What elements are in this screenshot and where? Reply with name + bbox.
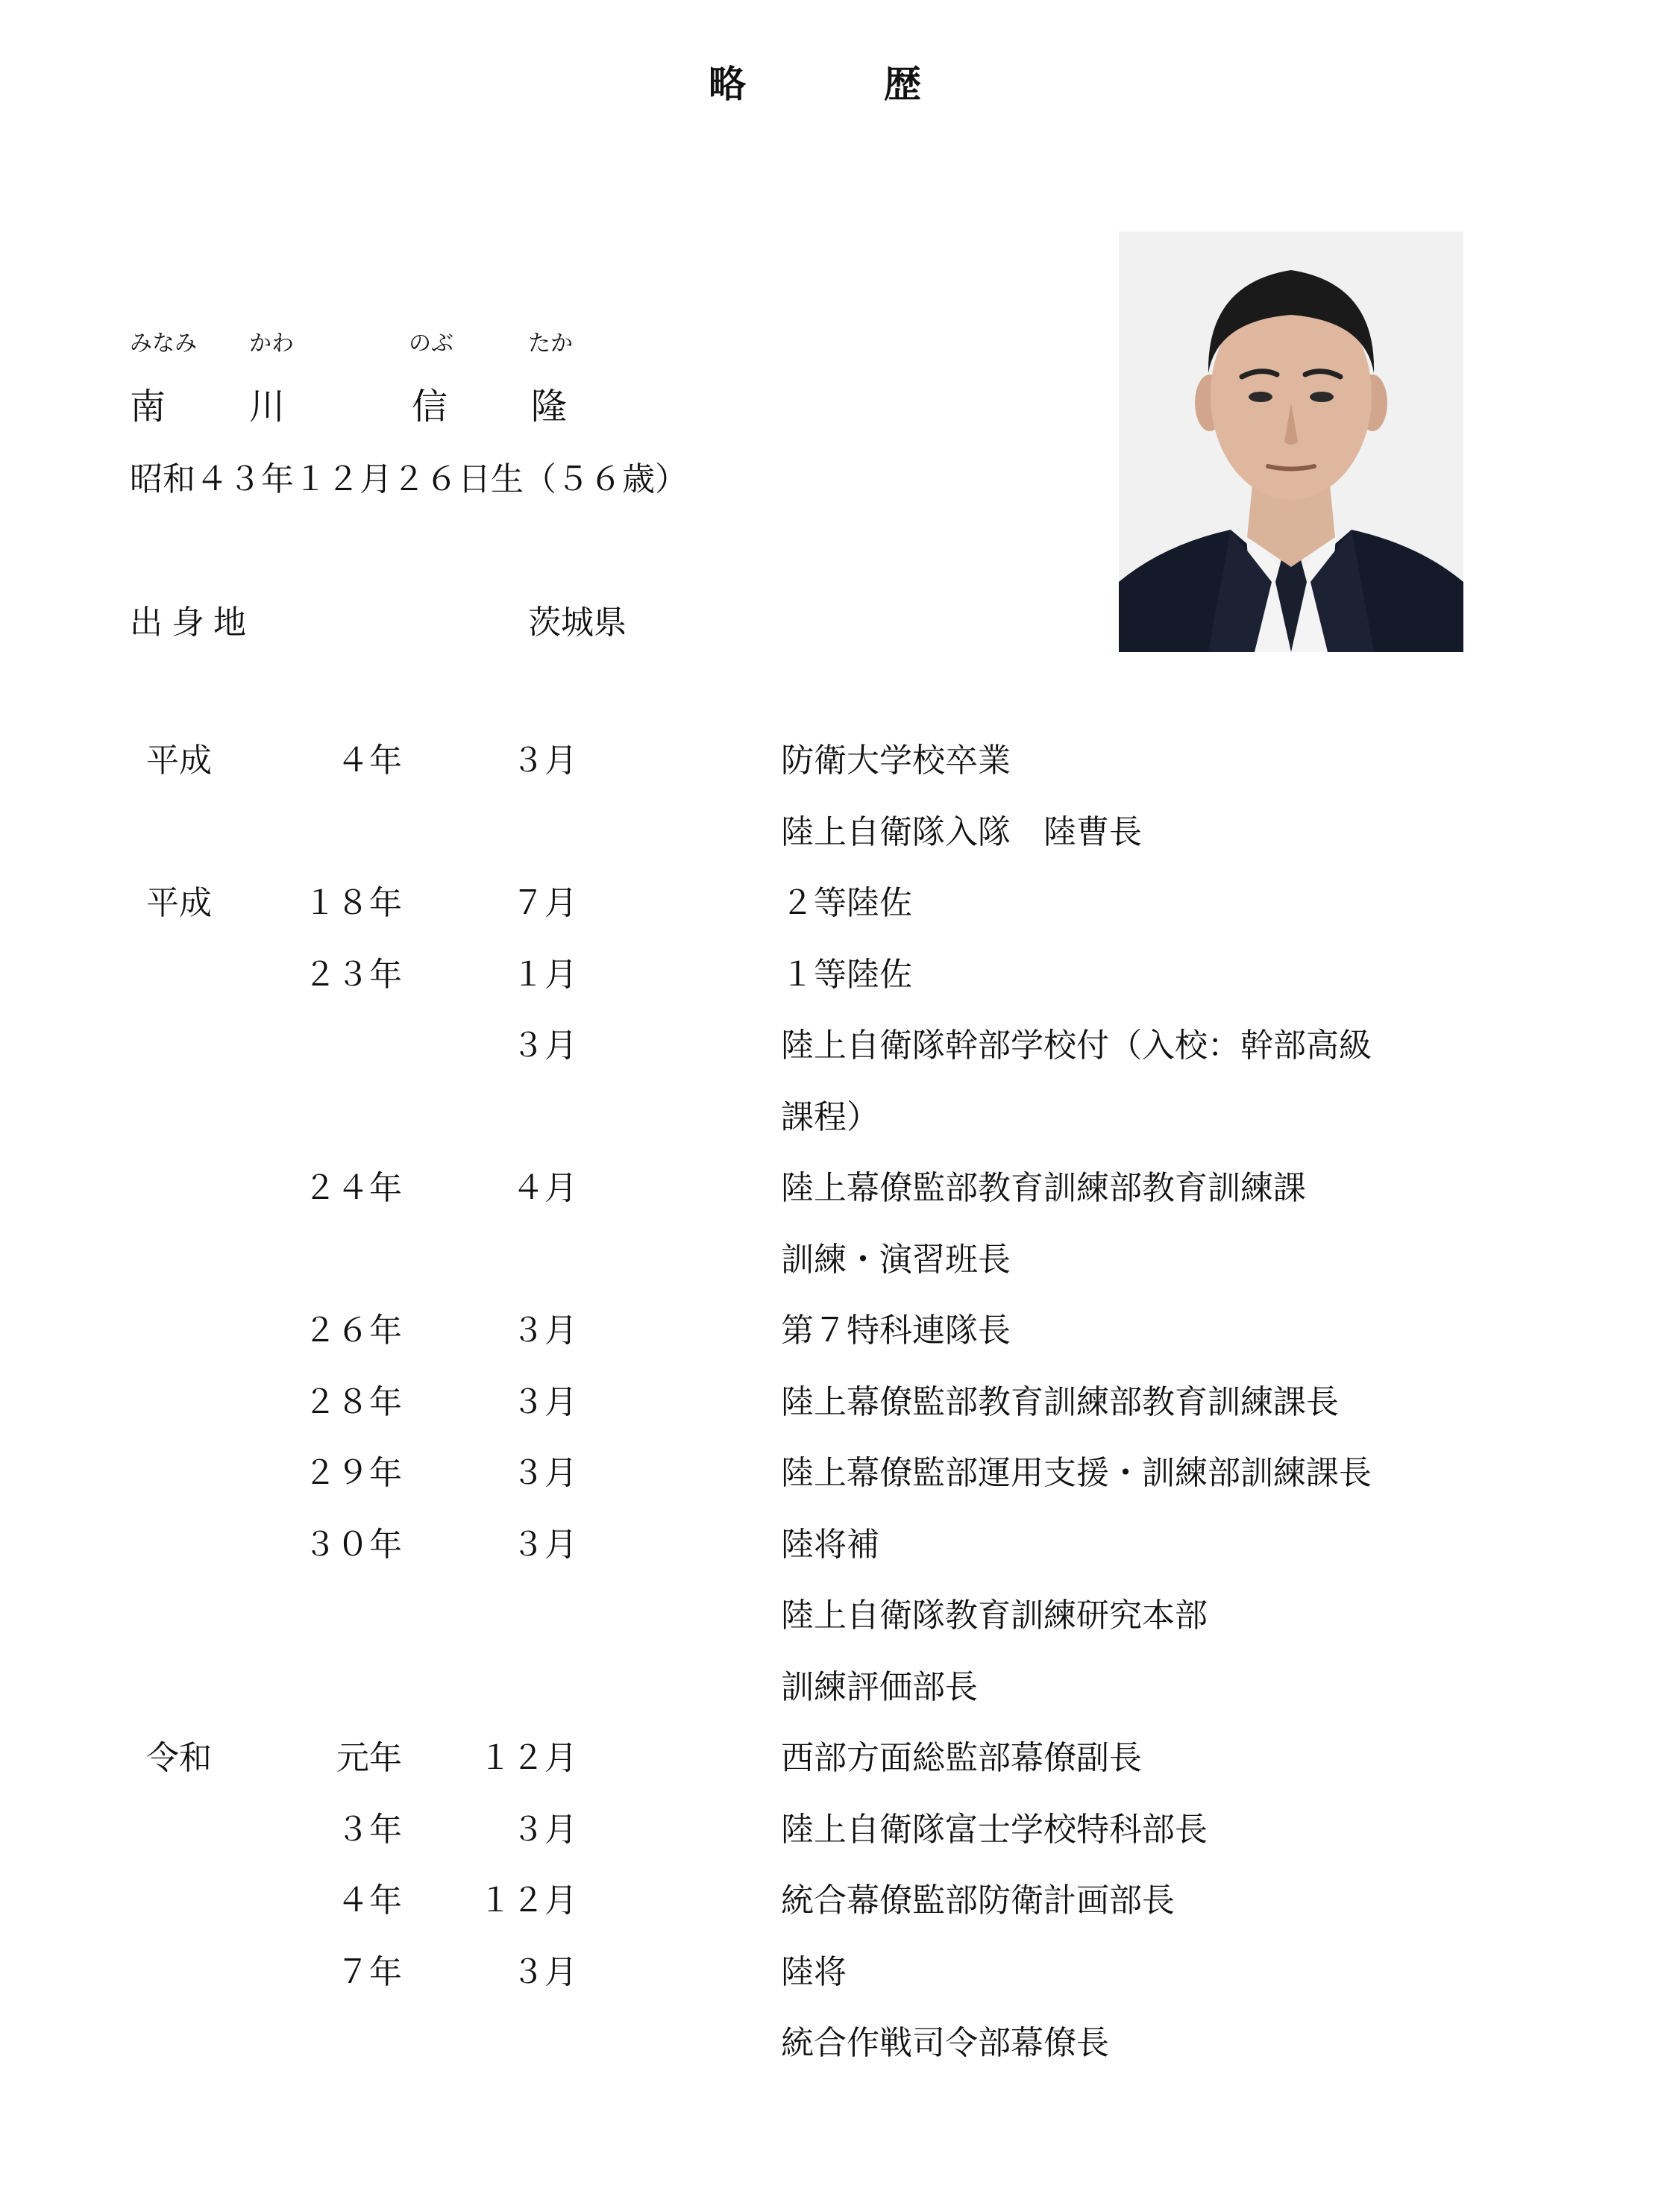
- career-description: 西部方面総監部幕僚副長: [781, 1739, 1142, 1777]
- career-year: ４年: [336, 742, 402, 780]
- career-row: [0, 2023, 1670, 2094]
- career-year: ２４年: [304, 1169, 402, 1207]
- career-era: 平成: [146, 884, 212, 922]
- origin-value: 茨城県: [528, 604, 627, 642]
- ruby-1: みなみ: [130, 330, 197, 357]
- career-row: [0, 1667, 1670, 1738]
- career-month: ３月: [512, 1382, 577, 1421]
- portrait-photo: [1119, 231, 1463, 652]
- career-row: [0, 1382, 1670, 1453]
- career-description: 陸上自衛隊入隊 陸曹長: [781, 812, 1142, 851]
- career-description: 防衛大学校卒業: [781, 742, 1011, 780]
- career-year: ２６年: [304, 1312, 402, 1350]
- career-description: ２等陸佐: [781, 884, 912, 922]
- career-month: ３月: [512, 1312, 577, 1350]
- birth-date: 昭和４３年１２月２６日生（５６歳）: [130, 460, 688, 498]
- career-row: [0, 1809, 1670, 1881]
- page-title-char-1: 略: [709, 63, 746, 106]
- career-month: ３月: [512, 1525, 577, 1564]
- career-year: 元年: [336, 1739, 402, 1777]
- career-description: 陸上幕僚監部教育訓練部教育訓練課長: [781, 1382, 1339, 1421]
- career-year: ３年: [336, 1810, 402, 1849]
- name-char-4: 隆: [531, 386, 568, 427]
- ruby-4: たか: [528, 330, 573, 357]
- origin-label: 出身地: [130, 604, 255, 642]
- career-description: 訓練評価部長: [781, 1667, 978, 1706]
- career-description: 陸上幕僚監部運用支援・訓練部訓練課長: [781, 1454, 1372, 1492]
- career-month: ３月: [512, 1952, 577, 1991]
- name-char-1: 南: [130, 386, 166, 427]
- page-title: [0, 58, 1670, 110]
- career-row: [0, 1168, 1670, 1239]
- career-list: [0, 740, 1670, 2094]
- career-month: １２月: [479, 1882, 577, 1920]
- career-month: ３月: [512, 1454, 577, 1492]
- career-year: ３０年: [304, 1525, 402, 1564]
- career-month: ３月: [512, 742, 577, 780]
- career-row: [0, 954, 1670, 1026]
- career-row: [0, 1453, 1670, 1524]
- career-description: 統合幕僚監部防衛計画部長: [781, 1882, 1175, 1920]
- career-year: ２８年: [304, 1382, 402, 1421]
- career-row: [0, 812, 1670, 883]
- career-row: [0, 1025, 1670, 1097]
- career-row: [0, 1880, 1670, 1952]
- career-description: 陸上自衛隊富士学校特科部長: [781, 1810, 1208, 1849]
- career-description: 陸将: [781, 1952, 847, 1991]
- career-month: １２月: [479, 1739, 577, 1777]
- career-description: 課程）: [781, 1097, 879, 1136]
- ruby-2: かわ: [249, 330, 294, 357]
- career-month: ４月: [512, 1169, 577, 1207]
- career-description: １等陸佐: [781, 955, 912, 994]
- career-row: [0, 1524, 1670, 1596]
- career-row: [0, 1952, 1670, 2023]
- career-year: ４年: [336, 1882, 402, 1920]
- career-description: 統合作戦司令部幕僚長: [781, 2024, 1109, 2062]
- career-description: 陸将補: [781, 1525, 879, 1564]
- name-char-3: 信: [412, 386, 448, 427]
- career-row: [0, 1738, 1670, 1809]
- career-era: 令和: [146, 1739, 212, 1777]
- career-year: ２９年: [304, 1454, 402, 1492]
- career-month: ３月: [512, 1027, 577, 1065]
- career-description: 陸上自衛隊幹部学校付（入校：幹部高級: [781, 1027, 1372, 1065]
- name-ruby: [0, 325, 1044, 363]
- career-row: [0, 740, 1670, 812]
- career-year: ２３年: [304, 955, 402, 994]
- career-row: [0, 1595, 1670, 1667]
- page-title-char-2: 歴: [884, 63, 921, 106]
- career-row: [0, 883, 1670, 954]
- career-row: [0, 1097, 1670, 1168]
- career-month: １月: [512, 955, 577, 994]
- name-char-2: 川: [249, 386, 286, 427]
- person-name: [0, 380, 1044, 433]
- career-era: 平成: [146, 742, 212, 780]
- career-year: １８年: [304, 884, 402, 922]
- career-description: 陸上幕僚監部教育訓練部教育訓練課: [781, 1169, 1306, 1207]
- career-description: 第７特科連隊長: [781, 1312, 1011, 1350]
- career-year: ７年: [336, 1952, 402, 1991]
- career-month: ７月: [512, 884, 577, 922]
- ruby-3: のぶ: [409, 330, 453, 357]
- career-description: 訓練・演習班長: [781, 1240, 1011, 1279]
- career-month: ３月: [512, 1810, 577, 1849]
- career-description: 陸上自衛隊教育訓練研究本部: [781, 1597, 1208, 1635]
- career-row: [0, 1239, 1670, 1311]
- career-row: [0, 1310, 1670, 1382]
